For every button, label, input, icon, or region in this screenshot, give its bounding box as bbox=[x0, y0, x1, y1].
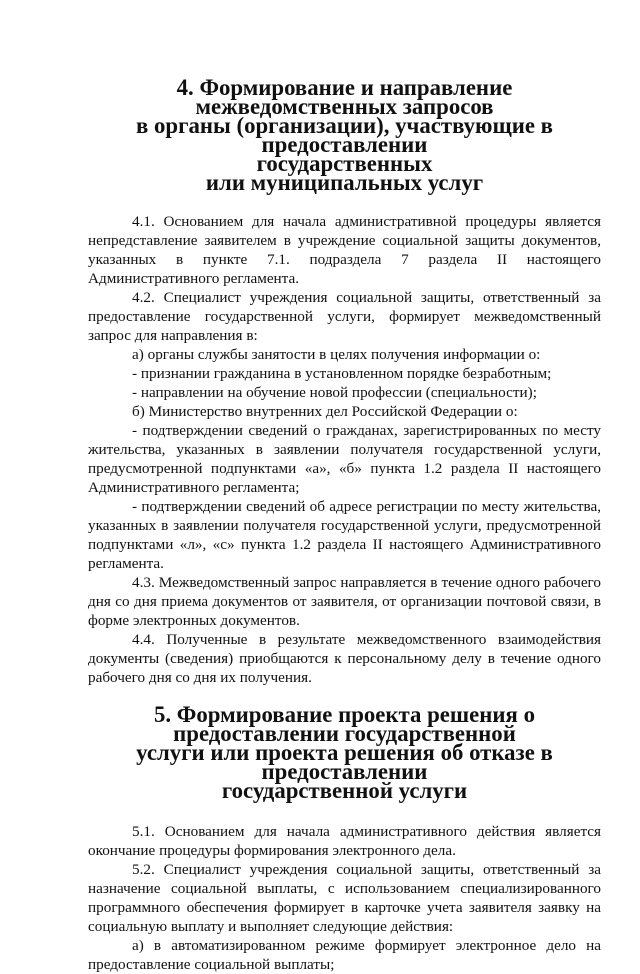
section-5-heading-line: 5. Формирование проекта решения о предоставлении государственной bbox=[154, 702, 535, 746]
list-item-b: б) Министерство внутренних дел Российской Федерации о: bbox=[132, 403, 518, 420]
section-4-heading bbox=[88, 75, 601, 195]
paragraph-5-1: 5.1. Основанием для начала административного действия является окончание процедуры формирования электронного дела. bbox=[88, 823, 601, 859]
paragraph-4-2: 4.2. Специалист учреждения социальной защиты, ответственный за предоставление государственной услуги, формирует межведомственный запрос для направления в: bbox=[88, 289, 601, 344]
section-4-heading-line: в органы (организации), участвующие в предоставлении bbox=[136, 113, 553, 157]
list-subitem: - признании гражданина в установленном порядке безработным; bbox=[132, 365, 552, 382]
list-item-a: а) в автоматизированном режиме формирует электронное дело на предоставление социальной выплаты; bbox=[88, 937, 601, 973]
section-4-heading-line: 4. Формирование и направление межведомственных запросов bbox=[176, 75, 513, 119]
list-item-a: а) органы службы занятости в целях получения информации о: bbox=[132, 346, 541, 363]
paragraph-4-3: 4.3. Межведомственный запрос направляется в течение одного рабочего дня со дня приема документов от заявителя, от организации почтовой связи, в форме электронных документов. bbox=[88, 574, 601, 629]
paragraph-5-2: 5.2. Специалист учреждения социальной защиты, ответственный за назначение социальной выплаты, с использованием специализированного программного обеспечения формирует в карточке учета заявителя заявку на социальную выплату и выполняет следующие действия: bbox=[88, 861, 601, 935]
section-5-heading-line: государственной услуги bbox=[221, 778, 468, 803]
section-4-heading-line: или муниципальных услуг bbox=[205, 170, 484, 195]
paragraph-4-4: 4.4. Полученные в результате межведомственного взаимодействия документы (сведения) приобщаются к персональному делу в течение одного рабочего дня со дня их получения. bbox=[88, 631, 601, 686]
list-subitem: - подтверждении сведений об адресе регистрации по месту жительства, указанных в заявлении получателя государственной услуги, предусмотренной подпунктами «л», «с» пункта 1.2 раздела II настоящего Административного регламента. bbox=[88, 498, 601, 572]
section-5-heading bbox=[88, 702, 601, 803]
list-subitem: - направлении на обучение новой профессии (специальности); bbox=[132, 384, 537, 401]
section-4-heading-line: государственных bbox=[256, 151, 433, 176]
document-page bbox=[88, 75, 601, 974]
paragraph-4-1: 4.1. Основанием для начала административной процедуры является непредставление заявителем в учреждение социальной защиты документов, указанных в пункте 7.1. подраздела 7 раздела II настоящего Административного регламента. bbox=[88, 213, 601, 287]
section-5-heading-line: услуги или проекта решения об отказе в предоставлении bbox=[136, 740, 553, 784]
list-subitem: - подтверждении сведений о гражданах, зарегистрированных по месту жительства, указанных в заявлении получателя государственной услуги, предусмотренной подпунктами «а», «б» пункта 1.2 раздела II настоящего Административного регламента; bbox=[88, 422, 601, 496]
